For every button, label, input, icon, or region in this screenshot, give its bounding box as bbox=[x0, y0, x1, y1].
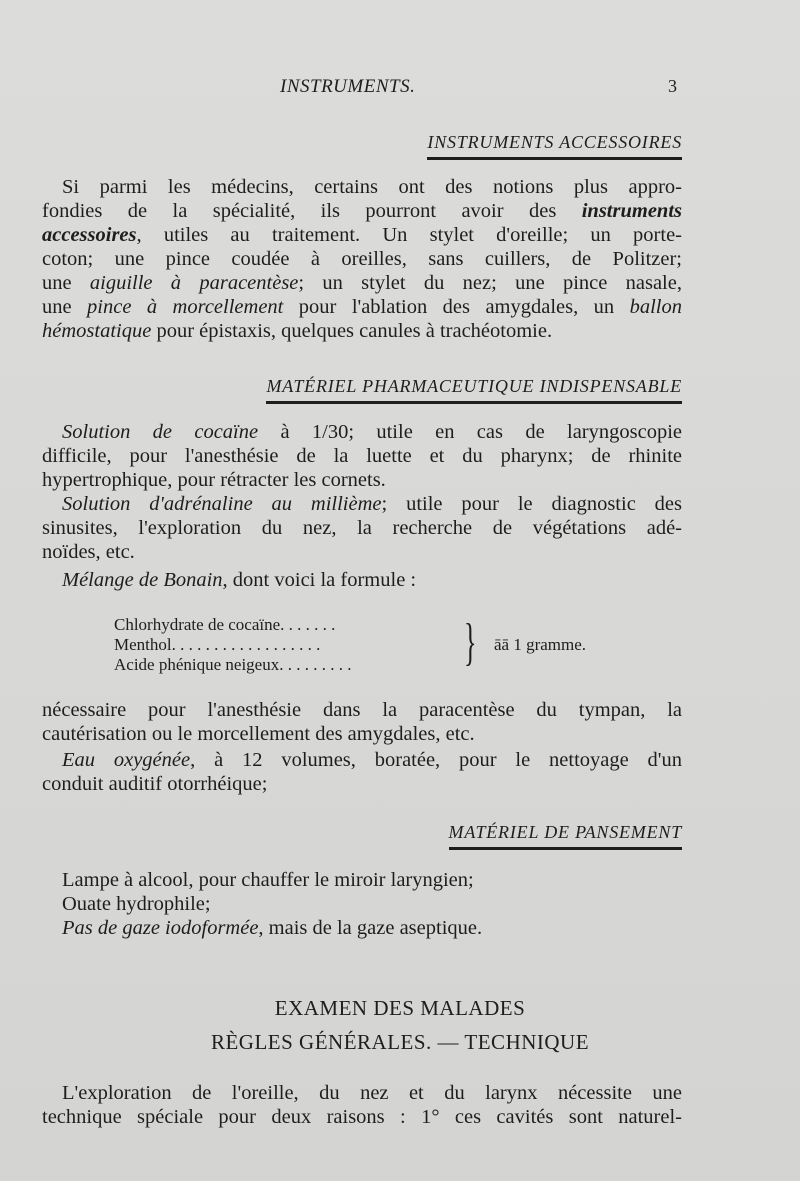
formula-ingredient: Acide phénique neigeux. . . . . . . . . bbox=[114, 655, 352, 674]
paragraph-line bbox=[62, 892, 682, 916]
running-title: INSTRUMENTS. bbox=[280, 76, 416, 97]
text-run: pour l'ablation des amygdales, un bbox=[283, 296, 630, 318]
section-heading-pharma: MATÉRIEL PHARMACEUTIQUE INDISPENSABLE bbox=[266, 376, 682, 404]
paragraph-line bbox=[42, 247, 682, 271]
formula-block bbox=[114, 615, 634, 675]
paragraph-line bbox=[62, 568, 682, 592]
text-run: nécessaire pour l'anesthésie dans la paracentèse du tympan, la bbox=[42, 699, 682, 721]
text-run: ; utile pour le diagnostic des bbox=[381, 493, 682, 515]
section-heading-pansement: MATÉRIEL DE PANSEMENT bbox=[449, 822, 682, 850]
text-run: difficile, pour l'anesthésie de la luette et du pharynx; de rhinite bbox=[42, 445, 682, 467]
formula-ingredient: Chlorhydrate de cocaïne. . . . . . . bbox=[114, 615, 336, 634]
paragraph-line bbox=[42, 223, 682, 247]
text-run: fondies de la spécialité, ils pourront avoir des bbox=[42, 200, 582, 222]
text-run: , à 12 volumes, boratée, pour le nettoyage d'un bbox=[190, 749, 682, 771]
text-run: ; un stylet du nez; une pince nasale, bbox=[298, 272, 682, 294]
text-run: noïdes, etc. bbox=[42, 541, 135, 563]
paragraph-line bbox=[42, 468, 682, 492]
text-run: coton; une pince coudée à oreilles, sans cuillers, de Politzer; bbox=[42, 248, 682, 270]
text-run: sinusites, l'exploration du nez, la recherche de végétations adé- bbox=[42, 517, 682, 539]
italic-text: aiguille à paracentèse bbox=[89, 272, 299, 294]
text-run: Si parmi les médecins, certains ont des notions plus appro- bbox=[62, 176, 682, 198]
paragraph-line bbox=[62, 175, 682, 199]
italic-text: pince à morcellement bbox=[87, 296, 284, 318]
paragraph-line bbox=[42, 698, 682, 722]
paragraph-line bbox=[62, 748, 682, 772]
text-run: hypertrophique, pour rétracter les cornets. bbox=[42, 469, 386, 491]
paragraph-line bbox=[62, 868, 682, 892]
text-run: une bbox=[42, 272, 90, 294]
running-head bbox=[0, 76, 800, 106]
text-run: Lampe à alcool, pour chauffer le miroir laryngien; bbox=[62, 869, 474, 891]
emphasis-text: accessoires bbox=[42, 224, 137, 246]
text-run: L'exploration de l'oreille, du nez et du larynx nécessite une bbox=[62, 1082, 682, 1104]
page-number: 3 bbox=[668, 76, 677, 96]
text-run: , dont voici la formule : bbox=[222, 569, 417, 591]
italic-text: Mélange de Bonain bbox=[62, 569, 223, 591]
paragraph-line bbox=[42, 319, 682, 343]
paragraph-line bbox=[62, 492, 682, 516]
paragraph-line bbox=[42, 1105, 682, 1129]
paragraph-line bbox=[42, 722, 682, 746]
text-run: à 1/30; utile en cas de laryngoscopie bbox=[258, 421, 682, 443]
italic-text: hémostatique bbox=[42, 320, 152, 342]
text-run: , utiles au traitement. Un stylet d'oreille; un porte- bbox=[136, 224, 682, 246]
italic-text: Pas de gaze iodoformée bbox=[62, 917, 259, 939]
paragraph-line bbox=[42, 271, 682, 295]
paragraph-line bbox=[62, 1081, 682, 1105]
paragraph-line bbox=[42, 540, 682, 564]
chapter-subtitle: RÈGLES GÉNÉRALES. — TECHNIQUE bbox=[210, 1030, 590, 1054]
text-run: une bbox=[42, 296, 88, 318]
section-heading-instruments: INSTRUMENTS ACCESSOIRES bbox=[427, 132, 682, 160]
italic-text: Eau oxygénée bbox=[62, 749, 191, 771]
text-run: pour épistaxis, quelques canules à trachéotomie. bbox=[151, 320, 553, 342]
paragraph-line bbox=[42, 295, 682, 319]
italic-text: ballon bbox=[629, 296, 683, 318]
paragraph-line bbox=[62, 420, 682, 444]
paragraph-line bbox=[42, 444, 682, 468]
italic-text: Solution de cocaïne bbox=[62, 421, 259, 443]
text-run: cautérisation ou le morcellement des amygdales, etc. bbox=[42, 723, 475, 745]
text-run: , mais de la gaze aseptique. bbox=[258, 917, 483, 939]
formula-brace: } bbox=[464, 614, 477, 671]
emphasis-text: instruments bbox=[581, 200, 682, 222]
italic-text: Solution d'adrénaline au millième bbox=[62, 493, 382, 515]
text-run: Ouate hydrophile; bbox=[62, 893, 211, 915]
text-run: technique spéciale pour deux raisons : 1° ces cavités sont naturel- bbox=[42, 1106, 682, 1128]
paragraph-line bbox=[42, 772, 682, 796]
formula-ingredient: Menthol. . . . . . . . . . . . . . . . . . bbox=[114, 635, 321, 654]
paragraph-line bbox=[42, 199, 682, 223]
text-run: conduit auditif otorrhéique; bbox=[42, 773, 268, 795]
paragraph-line bbox=[42, 516, 682, 540]
formula-dose: āā 1 gramme. bbox=[494, 635, 587, 654]
chapter-title: EXAMEN DES MALADES bbox=[274, 996, 526, 1020]
paragraph-line bbox=[62, 916, 682, 940]
